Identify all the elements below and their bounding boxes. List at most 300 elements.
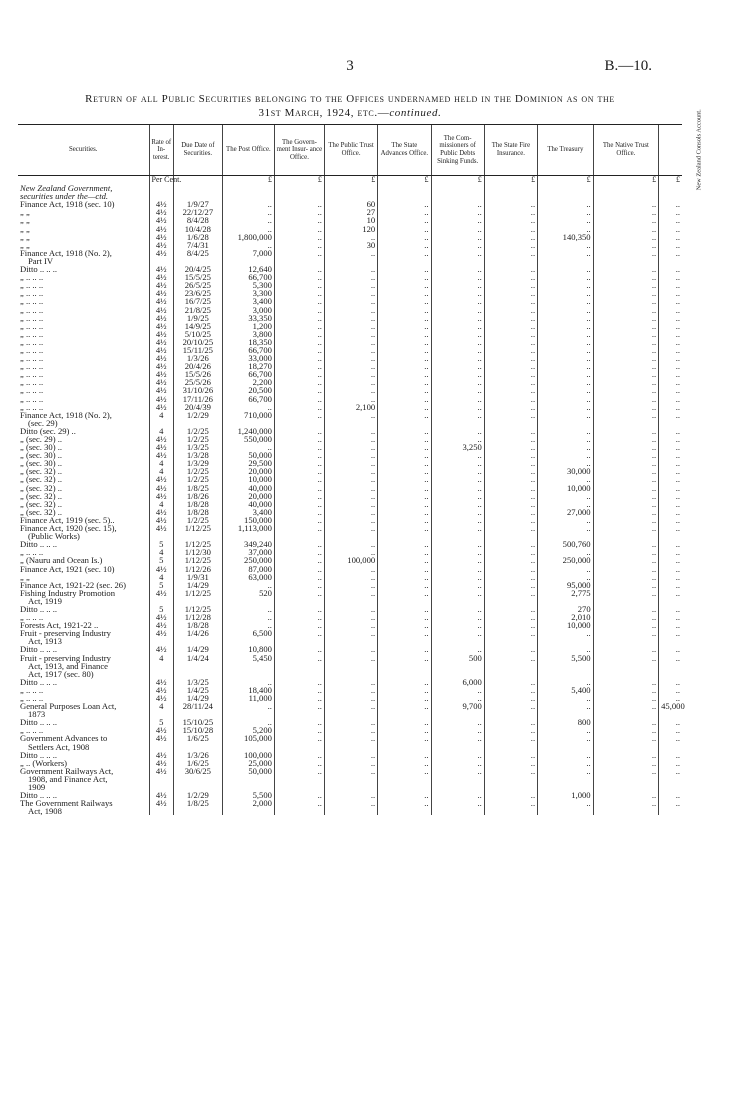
table-row bbox=[18, 330, 682, 338]
table-cell-post-office: 63,000 bbox=[222, 573, 274, 581]
table-cell-securities: Ditto .. .. .. bbox=[20, 749, 58, 760]
table-cell-treasury: .. bbox=[538, 330, 594, 338]
table-cell-securities: „ (sec. 32) .. bbox=[20, 474, 62, 485]
table-cell-securities: „ „ bbox=[20, 215, 30, 226]
table-cell-treasury: .. bbox=[538, 314, 594, 322]
table-cell-public-trust-office: .. bbox=[324, 346, 377, 354]
table-cell-public-trust-office: .. bbox=[324, 516, 377, 524]
table-cell-treasury: .. bbox=[538, 225, 594, 233]
table-cell-public-trust-office: .. bbox=[324, 273, 377, 281]
table-cell-securities: „ .. .. .. bbox=[20, 725, 44, 736]
table-cell-consols-account: .. bbox=[659, 451, 682, 459]
table-cell-rate-of-interest: 4½ bbox=[149, 346, 173, 354]
table-cell-sinking-funds: .. bbox=[431, 403, 484, 411]
table-cell-consols-account: .. bbox=[659, 589, 682, 597]
table-cell-rate-of-interest: 4½ bbox=[149, 751, 173, 759]
table-cell-sinking-funds: .. bbox=[431, 265, 484, 273]
table-cell-native-trust-office: .. bbox=[593, 508, 659, 516]
table-cell-rate-of-interest: 4½ bbox=[149, 645, 173, 653]
table-cell-state-advances-office: .. bbox=[378, 484, 431, 492]
table-cell-sinking-funds: .. bbox=[431, 330, 484, 338]
table-cell-securities: „ „ bbox=[20, 571, 30, 582]
table-cell-securities: Ditto .. .. .. bbox=[20, 676, 58, 687]
table-cell-securities: Finance Act, 1919 (sec. 5).. bbox=[20, 514, 115, 525]
table-cell-securities: Finance Act, 1918 (No. 2), bbox=[20, 247, 112, 258]
table-cell-treasury bbox=[538, 670, 594, 678]
table-cell-sinking-funds bbox=[431, 807, 484, 815]
table-cell-native-trust-office: .. bbox=[593, 791, 659, 799]
table-cell-state-fire-insurance: .. bbox=[484, 281, 537, 289]
table-cell-native-trust-office: .. bbox=[593, 200, 659, 208]
table-cell-native-trust-office: .. bbox=[593, 249, 659, 257]
table-cell-public-trust-office: .. bbox=[324, 508, 377, 516]
table-cell-rate-of-interest: Per Cent. bbox=[149, 176, 173, 185]
table-cell-state-advances-office bbox=[378, 670, 431, 678]
table-cell-sinking-funds: .. bbox=[431, 548, 484, 556]
page-number: 3 bbox=[346, 58, 354, 74]
table-cell-post-office: 349,240 bbox=[222, 540, 274, 548]
table-cell-post-office: 40,000 bbox=[222, 484, 274, 492]
table-cell-consols-account: .. bbox=[659, 443, 682, 451]
table-row bbox=[18, 654, 682, 662]
table-cell-sinking-funds: .. bbox=[431, 281, 484, 289]
table-cell-public-trust-office: .. bbox=[324, 297, 377, 305]
table-cell-public-trust-office bbox=[324, 710, 377, 718]
table-cell-public-trust-office: .. bbox=[324, 249, 377, 257]
table-cell-public-trust-office bbox=[324, 662, 377, 670]
table-cell-sinking-funds: .. bbox=[431, 726, 484, 734]
table-cell-public-trust-office: .. bbox=[324, 362, 377, 370]
table-cell-native-trust-office: .. bbox=[593, 718, 659, 726]
table-cell-sinking-funds: .. bbox=[431, 459, 484, 467]
table-row bbox=[18, 702, 682, 710]
table-cell-rate-of-interest: 4 bbox=[149, 573, 173, 581]
column-header-text: New Zealand Consols Account. bbox=[695, 109, 703, 191]
table-cell-sinking-funds: .. bbox=[431, 565, 484, 573]
table-cell-state-advances-office: .. bbox=[378, 500, 431, 508]
table-cell-state-advances-office: .. bbox=[378, 225, 431, 233]
table-cell-state-advances-office: .. bbox=[378, 475, 431, 483]
table-cell-due-date: 20/4/25 bbox=[173, 265, 222, 273]
table-cell-state-fire-insurance: .. bbox=[484, 249, 537, 257]
table-row bbox=[18, 767, 682, 775]
table-cell-treasury bbox=[538, 192, 594, 200]
table-cell-sinking-funds bbox=[431, 783, 484, 791]
table-cell-treasury: .. bbox=[538, 249, 594, 257]
table-cell-due-date: 30/6/25 bbox=[173, 767, 222, 775]
table-cell-state-fire-insurance: .. bbox=[484, 346, 537, 354]
table-cell-state-fire-insurance bbox=[484, 775, 537, 783]
table-cell-treasury: .. bbox=[538, 403, 594, 411]
table-cell-state-fire-insurance: .. bbox=[484, 395, 537, 403]
table-cell-government-insurance-office: .. bbox=[274, 524, 324, 532]
table-cell-public-trust-office: 27 bbox=[324, 208, 377, 216]
table-row bbox=[18, 726, 682, 734]
table-cell-native-trust-office: .. bbox=[593, 678, 659, 686]
table-cell-consols-account: .. bbox=[659, 581, 682, 589]
table-cell-rate-of-interest: 4½ bbox=[149, 370, 173, 378]
table-cell-state-advances-office: .. bbox=[378, 581, 431, 589]
table-cell-due-date: 1/9/25 bbox=[173, 314, 222, 322]
table-cell-consols-account: .. bbox=[659, 370, 682, 378]
table-cell-treasury: 2,775 bbox=[538, 589, 594, 597]
table-cell-post-office bbox=[222, 710, 274, 718]
table-row bbox=[18, 257, 682, 265]
table-cell-rate-of-interest bbox=[149, 662, 173, 670]
table-cell-native-trust-office: .. bbox=[593, 686, 659, 694]
table-cell-rate-of-interest: 5 bbox=[149, 605, 173, 613]
table-cell-government-insurance-office bbox=[274, 775, 324, 783]
table-cell-securities: Finance Act, 1920 (sec. 15), bbox=[20, 523, 117, 534]
table-row bbox=[18, 589, 682, 597]
table-cell-securities: „ .. .. .. bbox=[20, 547, 44, 558]
table-cell-state-advances-office: .. bbox=[378, 492, 431, 500]
table-cell-public-trust-office: .. bbox=[324, 759, 377, 767]
table-cell-state-fire-insurance: .. bbox=[484, 411, 537, 419]
table-cell-consols-account: .. bbox=[659, 484, 682, 492]
table-cell-post-office: 2,000 bbox=[222, 799, 274, 807]
table-cell-due-date: 1/12/28 bbox=[173, 613, 222, 621]
table-cell-state-fire-insurance: .. bbox=[484, 508, 537, 516]
table-cell-due-date: 15/5/25 bbox=[173, 273, 222, 281]
table-cell-sinking-funds: .. bbox=[431, 451, 484, 459]
table-row bbox=[18, 734, 682, 742]
table-cell-public-trust-office: .. bbox=[324, 791, 377, 799]
table-cell-treasury: .. bbox=[538, 443, 594, 451]
table-row bbox=[18, 435, 682, 443]
table-cell-consols-account: .. bbox=[659, 200, 682, 208]
table-cell-post-office: .. bbox=[222, 403, 274, 411]
table-cell-native-trust-office bbox=[593, 192, 659, 200]
table-cell-government-insurance-office: .. bbox=[274, 451, 324, 459]
table-cell-sinking-funds: .. bbox=[431, 694, 484, 702]
table-cell-government-insurance-office: .. bbox=[274, 581, 324, 589]
table-cell-sinking-funds: .. bbox=[431, 216, 484, 224]
table-cell-native-trust-office: .. bbox=[593, 694, 659, 702]
table-cell-state-advances-office: .. bbox=[378, 524, 431, 532]
table-cell-post-office: 105,000 bbox=[222, 734, 274, 742]
table-cell-rate-of-interest: 4½ bbox=[149, 767, 173, 775]
table-cell-public-trust-office: .. bbox=[324, 492, 377, 500]
table-cell-due-date bbox=[173, 184, 222, 192]
table-cell-public-trust-office: .. bbox=[324, 540, 377, 548]
table-cell-sinking-funds: .. bbox=[431, 241, 484, 249]
table-cell-securities: „ .. .. .. bbox=[20, 320, 44, 331]
table-cell-due-date: 21/8/25 bbox=[173, 306, 222, 314]
table-cell-due-date: 1/2/25 bbox=[173, 516, 222, 524]
table-row bbox=[18, 289, 682, 297]
table-cell-securities: Ditto .. .. .. bbox=[20, 603, 58, 614]
table-cell-state-advances-office: .. bbox=[378, 395, 431, 403]
table-cell-government-insurance-office: .. bbox=[274, 500, 324, 508]
table-cell-consols-account: .. bbox=[659, 791, 682, 799]
table-cell-post-office: 3,800 bbox=[222, 330, 274, 338]
table-cell-public-trust-office: .. bbox=[324, 370, 377, 378]
table-cell-rate-of-interest: 4½ bbox=[149, 475, 173, 483]
table-cell-due-date: 1/3/29 bbox=[173, 459, 222, 467]
table-cell-public-trust-office: .. bbox=[324, 726, 377, 734]
table-cell-sinking-funds: .. bbox=[431, 289, 484, 297]
table-cell-public-trust-office: .. bbox=[324, 702, 377, 710]
table-cell-treasury: .. bbox=[538, 370, 594, 378]
table-cell-native-trust-office: .. bbox=[593, 500, 659, 508]
table-cell-due-date: 1/2/25 bbox=[173, 467, 222, 475]
table-cell-sinking-funds: .. bbox=[431, 540, 484, 548]
table-cell-securities: „ .. .. .. bbox=[20, 393, 44, 404]
table-cell-sinking-funds: .. bbox=[431, 225, 484, 233]
table-cell-rate-of-interest: 4½ bbox=[149, 589, 173, 597]
table-cell-public-trust-office: .. bbox=[324, 500, 377, 508]
table-cell-government-insurance-office: .. bbox=[274, 540, 324, 548]
table-cell-due-date: 23/6/25 bbox=[173, 289, 222, 297]
table-cell-treasury: .. bbox=[538, 524, 594, 532]
table-cell-state-fire-insurance: .. bbox=[484, 459, 537, 467]
table-cell-state-fire-insurance: .. bbox=[484, 500, 537, 508]
table-row bbox=[18, 192, 682, 200]
table-cell-consols-account bbox=[659, 184, 682, 192]
table-cell-treasury bbox=[538, 807, 594, 815]
table-cell-government-insurance-office: .. bbox=[274, 605, 324, 613]
table-cell-treasury: .. bbox=[538, 354, 594, 362]
table-cell-government-insurance-office: .. bbox=[274, 273, 324, 281]
table-cell-public-trust-office: 10 bbox=[324, 216, 377, 224]
table-cell-public-trust-office: .. bbox=[324, 467, 377, 475]
table-cell-native-trust-office bbox=[593, 807, 659, 815]
table-cell-consols-account: .. bbox=[659, 233, 682, 241]
table-cell-government-insurance-office: .. bbox=[274, 565, 324, 573]
table-cell-government-insurance-office: .. bbox=[274, 322, 324, 330]
table-cell-public-trust-office: .. bbox=[324, 435, 377, 443]
table-cell-due-date: 1/12/26 bbox=[173, 565, 222, 573]
table-cell-public-trust-office: .. bbox=[324, 573, 377, 581]
table-cell-consols-account: .. bbox=[659, 403, 682, 411]
table-cell-due-date: 1/4/24 bbox=[173, 654, 222, 662]
table-cell-consols-account: .. bbox=[659, 289, 682, 297]
table-row bbox=[18, 208, 682, 216]
table-cell-sinking-funds: .. bbox=[431, 354, 484, 362]
table-cell-native-trust-office: .. bbox=[593, 573, 659, 581]
table-cell-state-advances-office: .. bbox=[378, 273, 431, 281]
table-cell-sinking-funds: .. bbox=[431, 427, 484, 435]
table-cell-sinking-funds: .. bbox=[431, 524, 484, 532]
table-cell-rate-of-interest: 4½ bbox=[149, 734, 173, 742]
table-cell-state-fire-insurance: .. bbox=[484, 589, 537, 597]
table-cell-state-advances-office bbox=[378, 192, 431, 200]
table-cell-state-fire-insurance: .. bbox=[484, 265, 537, 273]
table-cell-state-fire-insurance: .. bbox=[484, 791, 537, 799]
table-cell-native-trust-office: .. bbox=[593, 654, 659, 662]
table-cell-rate-of-interest: 4½ bbox=[149, 613, 173, 621]
table-cell-consols-account: .. bbox=[659, 306, 682, 314]
table-cell-treasury: .. bbox=[538, 516, 594, 524]
table-cell-treasury: .. bbox=[538, 645, 594, 653]
table-cell-government-insurance-office: .. bbox=[274, 621, 324, 629]
table-cell-securities: Forests Act, 1921-22 .. bbox=[20, 620, 99, 631]
table-cell-sinking-funds: .. bbox=[431, 718, 484, 726]
table-cell-consols-account bbox=[659, 662, 682, 670]
table-cell-securities: Act, 1908 bbox=[28, 806, 62, 817]
table-cell-native-trust-office bbox=[593, 419, 659, 427]
table-cell-state-fire-insurance: .. bbox=[484, 734, 537, 742]
table-cell-treasury: 95,000 bbox=[538, 581, 594, 589]
table-row bbox=[18, 265, 682, 273]
table-cell-sinking-funds bbox=[431, 710, 484, 718]
table-row bbox=[18, 403, 682, 411]
table-cell-public-trust-office: .. bbox=[324, 411, 377, 419]
table-cell-state-advances-office: .. bbox=[378, 208, 431, 216]
table-cell-sinking-funds: .. bbox=[431, 791, 484, 799]
table-cell-post-office: 250,000 bbox=[222, 556, 274, 564]
table-cell-due-date: 1/12/25 bbox=[173, 605, 222, 613]
table-cell-native-trust-office bbox=[593, 662, 659, 670]
table-cell-post-office: 5,500 bbox=[222, 791, 274, 799]
table-cell-native-trust-office: .. bbox=[593, 540, 659, 548]
table-cell-securities: Finance Act, 1918 (No. 2), bbox=[20, 409, 112, 420]
table-cell-state-fire-insurance: .. bbox=[484, 581, 537, 589]
table-cell-securities: Ditto (sec. 29) .. bbox=[20, 425, 76, 436]
table-cell-public-trust-office: .. bbox=[324, 386, 377, 394]
table-cell-consols-account: .. bbox=[659, 265, 682, 273]
table-cell-sinking-funds: .. bbox=[431, 516, 484, 524]
table-cell-securities: „ .. .. .. bbox=[20, 328, 44, 339]
table-cell-consols-account: .. bbox=[659, 508, 682, 516]
table-cell-state-fire-insurance: .. bbox=[484, 759, 537, 767]
table-cell-due-date: 1/8/28 bbox=[173, 621, 222, 629]
table-cell-sinking-funds: .. bbox=[431, 338, 484, 346]
table-cell-native-trust-office: .. bbox=[593, 411, 659, 419]
table-cell-due-date: 1/6/25 bbox=[173, 734, 222, 742]
table-cell-native-trust-office bbox=[593, 783, 659, 791]
table-cell-state-advances-office: .. bbox=[378, 548, 431, 556]
table-cell-treasury bbox=[538, 743, 594, 751]
table-cell-securities: (sec. 29) bbox=[28, 417, 58, 428]
table-cell-native-trust-office: .. bbox=[593, 208, 659, 216]
table-cell-securities: „ .. .. .. bbox=[20, 353, 44, 364]
table-cell-public-trust-office: .. bbox=[324, 451, 377, 459]
table-cell-post-office: 100,000 bbox=[222, 751, 274, 759]
table-cell-post-office: 5,450 bbox=[222, 654, 274, 662]
table-cell-state-fire-insurance: .. bbox=[484, 216, 537, 224]
table-row bbox=[18, 637, 682, 645]
table-cell-due-date: 1/12/25 bbox=[173, 556, 222, 564]
table-cell-state-fire-insurance: .. bbox=[484, 524, 537, 532]
table-cell-due-date: 15/10/28 bbox=[173, 726, 222, 734]
table-cell-native-trust-office: .. bbox=[593, 306, 659, 314]
table-cell-due-date: 1/9/27 bbox=[173, 200, 222, 208]
table-cell-state-fire-insurance: .. bbox=[484, 540, 537, 548]
table-cell-sinking-funds bbox=[431, 192, 484, 200]
table-cell-state-fire-insurance: .. bbox=[484, 378, 537, 386]
table-cell-securities: „ .. .. .. bbox=[20, 304, 44, 315]
table-cell-sinking-funds: .. bbox=[431, 581, 484, 589]
table-cell-securities: „ (sec. 32) .. bbox=[20, 498, 62, 509]
table-cell-sinking-funds: 3,250 bbox=[431, 443, 484, 451]
table-cell-native-trust-office bbox=[593, 257, 659, 265]
table-row bbox=[18, 411, 682, 419]
table-cell-state-fire-insurance: .. bbox=[484, 297, 537, 305]
table-cell-native-trust-office bbox=[593, 670, 659, 678]
table-cell-government-insurance-office: .. bbox=[274, 751, 324, 759]
table-cell-state-advances-office: .. bbox=[378, 216, 431, 224]
table-cell-public-trust-office: .. bbox=[324, 799, 377, 807]
table-cell-state-fire-insurance bbox=[484, 710, 537, 718]
table-cell-rate-of-interest: 4 bbox=[149, 427, 173, 435]
table-cell-securities: „ (sec. 29) .. bbox=[20, 434, 62, 444]
table-cell-sinking-funds: .. bbox=[431, 475, 484, 483]
table-cell-native-trust-office: .. bbox=[593, 621, 659, 629]
table-cell-public-trust-office: .. bbox=[324, 718, 377, 726]
table-cell-post-office: .. bbox=[222, 605, 274, 613]
table-cell-treasury: .. bbox=[538, 573, 594, 581]
table-cell-public-trust-office bbox=[324, 783, 377, 791]
table-cell-government-insurance-office: .. bbox=[274, 411, 324, 419]
table-cell-post-office: 550,000 bbox=[222, 435, 274, 443]
table-cell-state-advances-office: .. bbox=[378, 443, 431, 451]
table-cell-state-fire-insurance bbox=[484, 662, 537, 670]
table-cell-public-trust-office: .. bbox=[324, 289, 377, 297]
table-cell-treasury: .. bbox=[538, 548, 594, 556]
table-cell-due-date bbox=[173, 662, 222, 670]
table-cell-sinking-funds: .. bbox=[431, 734, 484, 742]
table-cell-rate-of-interest: 4½ bbox=[149, 524, 173, 532]
table-cell-securities: „ .. .. .. bbox=[20, 344, 44, 355]
table-cell-sinking-funds: .. bbox=[431, 484, 484, 492]
table-cell-rate-of-interest: 4½ bbox=[149, 200, 173, 208]
table-cell-government-insurance-office: .. bbox=[274, 314, 324, 322]
table-cell-state-fire-insurance: .. bbox=[484, 338, 537, 346]
table-cell-rate-of-interest: 4½ bbox=[149, 694, 173, 702]
table-cell-post-office: .. bbox=[222, 702, 274, 710]
table-cell-native-trust-office: .. bbox=[593, 459, 659, 467]
table-cell-sinking-funds: .. bbox=[431, 589, 484, 597]
table-cell-due-date: 1/2/25 bbox=[173, 475, 222, 483]
table-cell-treasury: 1,000 bbox=[538, 791, 594, 799]
table-cell-treasury: .. bbox=[538, 395, 594, 403]
table-cell-sinking-funds: .. bbox=[431, 556, 484, 564]
table-cell-government-insurance-office: .. bbox=[274, 249, 324, 257]
table-cell-state-fire-insurance: .. bbox=[484, 386, 537, 394]
table-cell-government-insurance-office: .. bbox=[274, 297, 324, 305]
table-cell-post-office: .. bbox=[222, 678, 274, 686]
table-cell-consols-account: .. bbox=[659, 694, 682, 702]
table-cell-consols-account: .. bbox=[659, 492, 682, 500]
table-cell-state-advances-office bbox=[378, 257, 431, 265]
table-cell-due-date: 1/4/29 bbox=[173, 645, 222, 653]
table-cell-sinking-funds: 500 bbox=[431, 654, 484, 662]
table-cell-state-advances-office: .. bbox=[378, 281, 431, 289]
table-cell-treasury: 250,000 bbox=[538, 556, 594, 564]
table-cell-rate-of-interest: 4½ bbox=[149, 354, 173, 362]
table-row bbox=[18, 419, 682, 427]
table-cell-government-insurance-office: .. bbox=[274, 306, 324, 314]
table-cell-public-trust-office bbox=[324, 637, 377, 645]
table-cell-state-fire-insurance: .. bbox=[484, 605, 537, 613]
table-cell-sinking-funds: .. bbox=[431, 686, 484, 694]
table-cell-treasury: 140,350 bbox=[538, 233, 594, 241]
table-row bbox=[18, 565, 682, 573]
table-cell-state-fire-insurance: .. bbox=[484, 306, 537, 314]
table-cell-state-fire-insurance: .. bbox=[484, 330, 537, 338]
table-cell-government-insurance-office bbox=[274, 807, 324, 815]
table-row bbox=[18, 306, 682, 314]
table-cell-government-insurance-office: .. bbox=[274, 492, 324, 500]
table-cell-consols-account: .. bbox=[659, 338, 682, 346]
table-cell-consols-account: .. bbox=[659, 249, 682, 257]
table-row bbox=[18, 751, 682, 759]
table-cell-native-trust-office: .. bbox=[593, 265, 659, 273]
table-cell-state-advances-office: .. bbox=[378, 621, 431, 629]
table-cell-sinking-funds: .. bbox=[431, 362, 484, 370]
